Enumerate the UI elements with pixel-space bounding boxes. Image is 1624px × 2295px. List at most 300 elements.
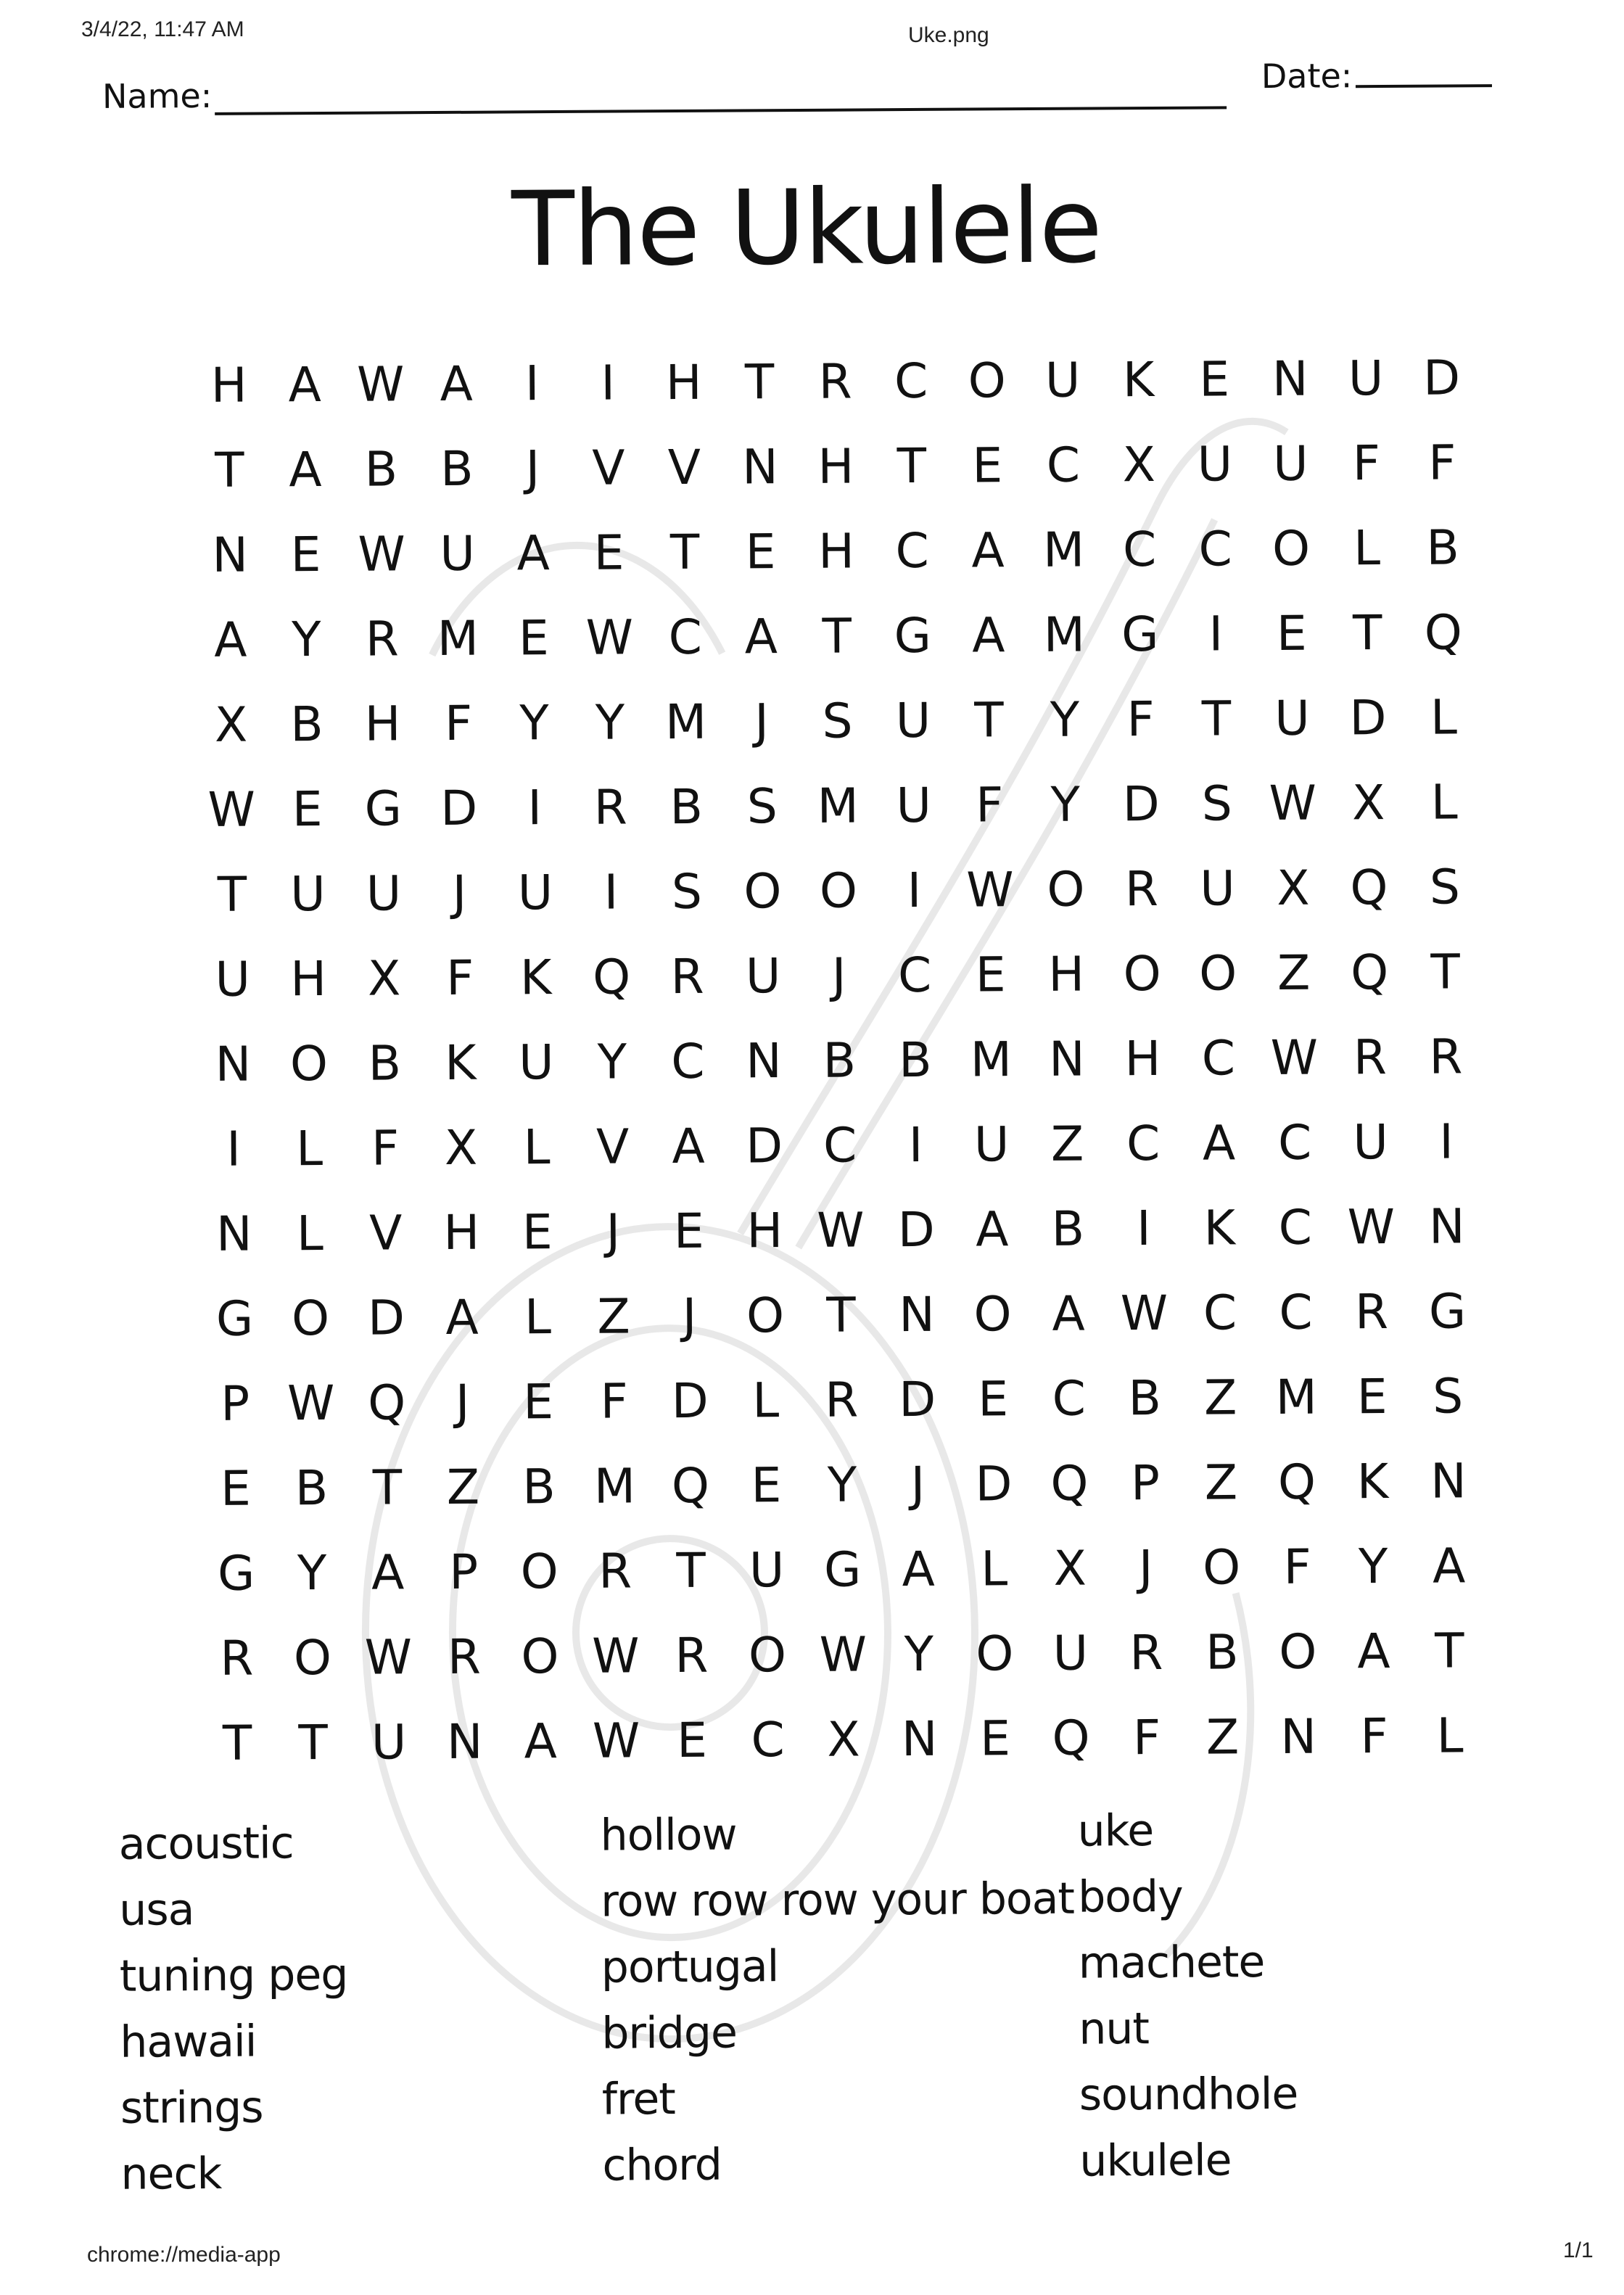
grid-letter: M (1275, 1369, 1317, 1425)
grid-letter: A (289, 441, 322, 498)
word-bank-column-3 (1077, 1797, 1298, 2195)
grid-letter: X (1277, 860, 1310, 916)
grid-letter: H (210, 357, 247, 413)
date-label: Date: (1261, 56, 1353, 96)
grid-letter: B (290, 696, 323, 753)
grid-letter: L (981, 1541, 1008, 1597)
grid-letter: R (1124, 860, 1159, 918)
grid-letter: V (667, 439, 701, 496)
grid-letter: L (296, 1205, 323, 1262)
grid-letter: C (1046, 437, 1081, 493)
word-bank-item: neck (120, 2148, 222, 2200)
grid-letter: C (1052, 1370, 1087, 1427)
grid-letter: W (966, 862, 1014, 918)
grid-letter: A (214, 611, 247, 668)
print-footer-page: 1/1 (1563, 2238, 1594, 2262)
grid-letter: U (1273, 435, 1308, 492)
grid-letter: R (825, 1372, 859, 1428)
grid-letter: Y (1050, 691, 1080, 748)
grid-letter: O (973, 1286, 1012, 1343)
grid-letter: A (1052, 1285, 1085, 1342)
grid-letter: M (1042, 522, 1085, 578)
grid-letter: X (367, 950, 401, 1007)
grid-letter: G (1121, 606, 1159, 663)
grid-letter: T (826, 1287, 856, 1343)
grid-letter: M (970, 1031, 1013, 1088)
grid-letter: T (897, 437, 927, 495)
grid-letter: O (819, 862, 858, 919)
grid-letter: N (446, 1713, 483, 1770)
grid-letter: A (1357, 1623, 1390, 1680)
grid-letter: W (1347, 1198, 1396, 1256)
grid-letter: R (1354, 1284, 1389, 1340)
grid-letter: E (522, 1204, 553, 1261)
grid-letter: Y (297, 1544, 327, 1602)
grid-letter: W (819, 1626, 867, 1683)
grid-letter: C (894, 353, 928, 410)
grid-letter: N (741, 439, 778, 495)
print-header-datetime: 3/4/22, 11:47 AM (81, 17, 244, 41)
word-bank-item: machete (1078, 1937, 1265, 1989)
grid-letter: G (894, 607, 932, 664)
grid-letter: P (1130, 1454, 1161, 1512)
grid-letter: A (445, 1289, 479, 1346)
grid-letter: Q (1350, 944, 1389, 1001)
grid-letter: L (523, 1119, 551, 1176)
grid-letter: A (440, 355, 474, 412)
grid-letter: C (1198, 521, 1232, 577)
grid-letter: F (600, 1373, 628, 1430)
grid-letter: J (754, 693, 770, 750)
grid-letter: B (294, 1459, 329, 1517)
grid-letter: Y (827, 1456, 857, 1513)
grid-letter: E (751, 1457, 782, 1514)
grid-letter: N (1428, 1198, 1465, 1255)
grid-letter: Z (1277, 944, 1311, 1001)
grid-letter: M (593, 1458, 636, 1515)
grid-letter: O (1198, 945, 1237, 1002)
word-bank-item: uke (1077, 1805, 1154, 1857)
grid-letter: B (368, 1035, 402, 1092)
print-header-filename: Uke.png (908, 23, 989, 47)
grid-letter: E (290, 527, 321, 583)
word-search-grid (191, 335, 1488, 1786)
grid-letter: M (1043, 606, 1086, 663)
grid-letter: H (443, 1204, 480, 1261)
print-footer-url: chrome://media-app (87, 2243, 281, 2267)
grid-letter: E (745, 524, 776, 580)
grid-letter: Y (597, 1034, 627, 1090)
grid-letter: X (1351, 775, 1385, 831)
grid-letter: A (902, 1541, 936, 1598)
grid-letter: R (598, 1543, 632, 1599)
grid-letter: G (217, 1545, 255, 1602)
grid-letter: C (1201, 1030, 1236, 1087)
grid-letter: O (1123, 945, 1161, 1002)
page-title: The Ukulele (511, 166, 1102, 290)
grid-letter: W (1269, 775, 1317, 832)
grid-letter: T (822, 608, 852, 664)
grid-letter: X (827, 1711, 860, 1768)
grid-letter: B (1426, 519, 1459, 576)
grid-letter: A (672, 1118, 705, 1175)
grid-letter: E (220, 1460, 252, 1517)
word-bank-item: strings (120, 2082, 263, 2134)
grid-letter: A (976, 1201, 1009, 1258)
grid-letter: E (978, 1371, 1009, 1427)
grid-letter: N (215, 1036, 252, 1092)
grid-letter: Y (291, 611, 321, 668)
grid-letter: F (1126, 691, 1155, 748)
word-bank-item: usa (119, 1884, 194, 1936)
grid-letter: Z (446, 1459, 480, 1515)
grid-letter: B (1205, 1624, 1239, 1681)
grid-letter: X (1053, 1540, 1087, 1596)
grid-letter: U (371, 1714, 407, 1771)
grid-letter: R (220, 1630, 254, 1686)
grid-letter: O (1202, 1539, 1241, 1596)
grid-letter: D (899, 1371, 936, 1428)
grid-letter: V (369, 1205, 403, 1261)
grid-letter: U (1200, 860, 1235, 917)
grid-letter: X (444, 1119, 478, 1176)
grid-letter: U (517, 865, 553, 921)
grid-letter: I (601, 355, 616, 411)
grid-letter: D (1122, 775, 1160, 833)
grid-letter: I (603, 864, 619, 920)
grid-letter: K (519, 949, 552, 1006)
grid-letter: A (744, 609, 778, 665)
grid-letter: P (449, 1544, 479, 1600)
grid-letter: N (901, 1710, 938, 1768)
grid-letter: A (516, 525, 550, 582)
grid-letter: Q (368, 1375, 406, 1431)
grid-letter: L (752, 1372, 780, 1429)
grid-letter: C (895, 522, 929, 580)
grid-letter: H (818, 523, 855, 580)
grid-letter: Q (671, 1457, 710, 1515)
grid-letter: W (592, 1713, 640, 1769)
name-line[interactable] (215, 106, 1227, 115)
grid-letter: S (1433, 1368, 1464, 1425)
grid-letter: A (371, 1544, 405, 1601)
grid-letter: R (1353, 1029, 1388, 1086)
grid-letter: W (585, 609, 634, 666)
grid-letter: K (1203, 1200, 1236, 1256)
grid-letter: Y (595, 694, 625, 751)
grid-letter: G (823, 1541, 862, 1598)
word-bank-item: body (1077, 1871, 1183, 1923)
grid-letter: W (356, 356, 405, 413)
grid-letter: L (524, 1289, 552, 1346)
grid-letter: C (1279, 1284, 1313, 1340)
grid-letter: T (217, 866, 247, 923)
grid-letter: F (1428, 434, 1456, 491)
grid-letter: N (215, 1206, 252, 1262)
grid-letter: Z (1050, 1116, 1084, 1172)
grid-letter: A (971, 522, 1005, 579)
grid-letter: E (1276, 605, 1307, 662)
grid-letter: F (976, 777, 1004, 833)
grid-letter: Q (1052, 1710, 1090, 1766)
grid-letter: T (222, 1715, 252, 1771)
grid-letter: T (744, 354, 775, 411)
grid-letter: E (523, 1374, 554, 1430)
grid-letter: T (372, 1459, 403, 1516)
grid-letter: R (365, 611, 400, 667)
grid-letter: I (1439, 1113, 1454, 1170)
grid-letter: Y (904, 1626, 934, 1683)
grid-letter: N (1048, 1031, 1085, 1087)
grid-letter: B (364, 441, 398, 498)
grid-letter: N (745, 1033, 782, 1089)
word-bank-column-2 (600, 1800, 1076, 2199)
grid-letter: D (367, 1290, 405, 1346)
grid-letter: X (214, 696, 248, 753)
grid-letter: I (1136, 1200, 1151, 1257)
grid-letter: C (671, 1033, 705, 1090)
grid-letter: C (897, 947, 932, 1004)
grid-letter: A (972, 607, 1005, 664)
word-bank-item: fret (601, 2074, 676, 2125)
word-bank-item: tuning peg (119, 1949, 348, 2002)
grid-letter: G (364, 780, 403, 837)
grid-letter: R (1429, 1029, 1463, 1085)
grid-letter: T (669, 524, 700, 581)
grid-letter: C (823, 1117, 857, 1174)
grid-letter: W (592, 1628, 640, 1684)
name-label: Name: (102, 75, 213, 116)
grid-letter: F (1360, 1708, 1388, 1765)
grid-letter: K (1122, 351, 1155, 408)
grid-letter: U (215, 951, 251, 1008)
grid-letter: S (1429, 859, 1461, 915)
grid-letter: U (895, 692, 931, 749)
grid-letter: M (664, 693, 707, 751)
grid-letter: O (743, 863, 782, 920)
grid-letter: B (899, 1031, 932, 1089)
grid-letter: A (1202, 1115, 1236, 1171)
grid-letter: S (822, 693, 853, 749)
word-bank-item: hawaii (120, 2016, 257, 2068)
grid-letter: J (606, 1203, 621, 1260)
grid-letter: C (751, 1712, 785, 1768)
grid-letter: B (522, 1459, 556, 1515)
grid-letter: E (1199, 351, 1230, 408)
grid-letter: T (974, 692, 1004, 749)
grid-letter: S (671, 863, 703, 920)
grid-letter: G (1428, 1283, 1467, 1340)
grid-letter: N (1271, 350, 1308, 407)
grid-letter: D (1349, 690, 1387, 746)
grid-letter: T (1201, 691, 1232, 747)
grid-letter: T (215, 442, 244, 498)
grid-letter: U (1348, 350, 1384, 407)
grid-letter: L (1436, 1707, 1464, 1764)
grid-letter: E (975, 947, 1006, 1003)
grid-letter: C (1126, 1115, 1161, 1172)
grid-letter: B (1128, 1369, 1162, 1427)
grid-letter: Q (1424, 604, 1463, 661)
grid-letter: K (1356, 1454, 1389, 1510)
grid-letter: L (296, 1121, 323, 1177)
grid-letter: K (445, 1034, 477, 1091)
grid-letter: D (745, 1118, 783, 1174)
grid-letter: T (298, 1714, 329, 1771)
grid-letter: J (1138, 1540, 1153, 1596)
grid-letter: E (292, 780, 323, 838)
grid-letter: Q (1277, 1454, 1316, 1510)
grid-letter: A (1432, 1538, 1466, 1594)
grid-letter: Q (1050, 1455, 1089, 1512)
grid-letter: E (677, 1712, 708, 1769)
grid-letter: J (910, 1456, 926, 1513)
grid-letter: U (366, 865, 402, 922)
grid-letter: H (290, 950, 327, 1008)
grid-letter: D (1423, 350, 1461, 406)
word-bank-item: portugal (601, 1941, 779, 1993)
grid-letter: T (676, 1542, 706, 1599)
word-bank-item: nut (1079, 2003, 1150, 2055)
grid-letter: R (670, 948, 704, 1005)
grid-letter: E (673, 1203, 704, 1260)
grid-letter: C (1277, 1114, 1312, 1171)
grid-letter: U (519, 1034, 554, 1091)
grid-letter: O (748, 1627, 787, 1684)
grid-letter: O (746, 1287, 785, 1344)
grid-letter: J (682, 1287, 697, 1344)
grid-letter: R (447, 1628, 482, 1685)
grid-letter: D (440, 780, 478, 836)
grid-letter: D (671, 1372, 709, 1430)
grid-letter: U (745, 948, 781, 1005)
grid-letter: O (520, 1544, 558, 1600)
grid-letter: R (593, 779, 627, 836)
grid-letter: I (1208, 606, 1224, 662)
grid-letter: I (908, 1116, 923, 1174)
grid-letter: N (899, 1286, 935, 1343)
grid-letter: Q (1350, 860, 1388, 916)
grid-letter: W (358, 526, 405, 582)
grid-letter: V (595, 1118, 630, 1175)
grid-letter: I (226, 1121, 242, 1177)
word-bank-item: ukulele (1079, 2135, 1232, 2187)
grid-letter: I (524, 355, 540, 412)
grid-letter: Q (592, 949, 631, 1005)
grid-letter: W (1270, 1029, 1319, 1087)
grid-letter: H (1048, 946, 1085, 1002)
grid-letter: W (816, 1202, 865, 1258)
word-bank-item: hollow (600, 1809, 737, 1861)
grid-letter: W (287, 1375, 335, 1432)
grid-letter: E (518, 610, 549, 667)
grid-letter: F (1352, 435, 1381, 492)
grid-letter: Y (519, 695, 549, 751)
grid-letter: J (831, 947, 846, 1004)
word-bank-item: chord (602, 2139, 722, 2191)
grid-letter: W (1120, 1285, 1168, 1342)
date-line[interactable] (1356, 84, 1492, 88)
grid-letter: U (749, 1542, 785, 1599)
grid-letter: D (897, 1201, 935, 1258)
grid-letter: D (975, 1456, 1013, 1512)
grid-letter: G (215, 1290, 254, 1347)
grid-letter: X (1122, 436, 1156, 493)
grid-letter: F (444, 695, 473, 751)
grid-letter: Y (1050, 776, 1081, 833)
grid-letter: N (1430, 1453, 1467, 1509)
grid-letter: M (437, 610, 479, 667)
grid-letter: U (440, 525, 476, 582)
grid-letter: U (1353, 1114, 1389, 1171)
grid-letter: H (1124, 1030, 1161, 1087)
grid-letter: U (1197, 436, 1233, 493)
grid-letter: F (1283, 1538, 1311, 1595)
grid-letter: J (452, 865, 467, 921)
grid-letter: C (1203, 1285, 1237, 1341)
grid-letter: H (364, 696, 401, 752)
grid-letter: S (746, 778, 778, 835)
grid-letter: U (973, 1116, 1010, 1173)
grid-letter: Y (1358, 1538, 1388, 1595)
grid-letter: I (527, 780, 543, 836)
grid-letter: O (1279, 1623, 1317, 1680)
grid-letter: O (521, 1628, 559, 1685)
grid-letter: V (592, 440, 625, 496)
grid-letter: Z (1203, 1369, 1237, 1426)
grid-letter: B (440, 440, 474, 497)
word-bank-column-1 (118, 1810, 349, 2208)
grid-letter: H (665, 354, 702, 411)
word-bank-item: bridge (601, 2007, 738, 2059)
grid-letter: T (1352, 605, 1382, 662)
grid-letter: Z (1205, 1709, 1240, 1765)
grid-letter: B (669, 778, 704, 836)
grid-letter: O (976, 1626, 1014, 1682)
grid-letter: O (968, 353, 1006, 409)
grid-letter: U (1274, 690, 1310, 746)
grid-letter: Z (1204, 1454, 1238, 1511)
grid-letter: L (1430, 689, 1458, 746)
grid-letter: R (1129, 1624, 1163, 1681)
grid-letter: J (455, 1374, 470, 1430)
grid-letter: B (823, 1032, 857, 1089)
grid-letter: A (288, 356, 322, 413)
grid-letter: N (1280, 1708, 1317, 1765)
grid-letter: T (1434, 1623, 1464, 1679)
grid-letter: O (291, 1290, 330, 1347)
grid-letter: I (907, 862, 922, 919)
grid-letter: T (1430, 944, 1461, 1000)
word-bank-item: soundhole (1079, 2068, 1298, 2121)
grid-letter: E (1356, 1369, 1388, 1425)
grid-letter: L (1430, 774, 1458, 831)
grid-letter: C (1122, 521, 1157, 578)
word-bank-item: acoustic (118, 1818, 294, 1870)
grid-letter: J (525, 440, 540, 497)
grid-letter: W (207, 781, 256, 838)
grid-letter: E (972, 437, 1003, 494)
grid-letter: L (1353, 520, 1381, 577)
grid-letter: O (293, 1629, 332, 1686)
grid-letter: P (220, 1375, 250, 1432)
grid-letter: N (212, 527, 249, 583)
grid-letter: B (1051, 1200, 1085, 1257)
grid-letter: F (1132, 1709, 1161, 1766)
grid-letter: R (675, 1627, 709, 1684)
grid-letter: F (445, 949, 474, 1006)
grid-letter: E (593, 524, 625, 581)
